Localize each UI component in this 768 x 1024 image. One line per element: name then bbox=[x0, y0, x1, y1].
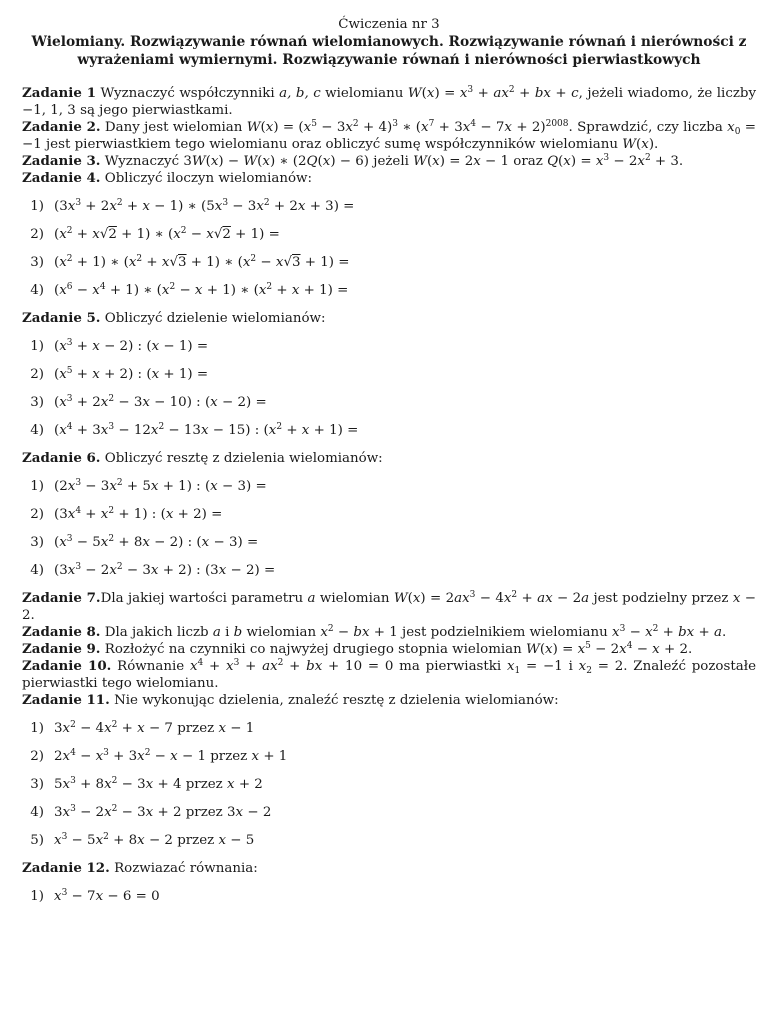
item-number: 1) bbox=[30, 339, 44, 354]
item-number: 1) bbox=[30, 721, 44, 736]
list-item: 1) $(x^3 + x - 2)$ : (x − 1) = bbox=[22, 338, 756, 355]
task-text: Dla jakiej wartości parametru bbox=[100, 591, 308, 606]
task-text: Wyznaczyć współczynniki bbox=[100, 86, 280, 101]
document-title-line-1: Wielomiany. Rozwiązywanie równań wielomianowych. Rozwiązywanie równań i nierówności z bbox=[31, 34, 747, 50]
list-item: 4) $3x^3 - 2x^2 - 3x + 2$ przez 3x − 2 bbox=[22, 804, 756, 821]
item-number: 2) bbox=[30, 749, 44, 764]
task-label: Zadanie 12. bbox=[22, 860, 110, 876]
task-6-list bbox=[22, 478, 756, 579]
task-text: . bbox=[654, 137, 659, 152]
task-text: i bbox=[220, 625, 234, 640]
task-text: Wyznaczyć bbox=[104, 154, 184, 169]
task-12-list bbox=[22, 888, 756, 905]
item-number: 1) bbox=[30, 889, 44, 904]
task-label: Zadanie 1 bbox=[22, 85, 97, 101]
list-item: 2) $2x^4 - x^3 + 3x^2 - x - 1$ przez x + 1 bbox=[22, 748, 756, 765]
przez-word: przez bbox=[177, 721, 215, 736]
task-3: Zadanie 3. Wyznaczyć 3W(x) − W(x) ∗ (2Q(x) − 6) jeżeli W(x) = 2x − 1 oraz $Q(x) = x^3 - 2x^2 + 3$. bbox=[22, 153, 684, 169]
task-text: jest podzielnikiem wielomianu bbox=[397, 625, 613, 640]
przez-word: przez bbox=[177, 833, 215, 848]
task-label: Zadanie 8. bbox=[22, 624, 101, 640]
task-text: . Sprawdzić, czy liczba bbox=[568, 120, 728, 135]
task-10: Zadanie 10. Równanie $x^4 + x^3 + ax^2$ + bx + 10 = 0 ma pierwiastki $x_1 = -1$ i $x_2 = 2$. Znaleźć pozostałe pierwiastki tego wielomianu. bbox=[22, 658, 756, 691]
item-number: 3) bbox=[30, 255, 44, 270]
przez-word: przez bbox=[210, 749, 248, 764]
list-item: 2) $(x^2 + x√2 + 1)$ ∗ $(x^2 - x√2 + 1)$ = bbox=[22, 226, 756, 243]
task-7: Zadanie 7.Dla jakiej wartości parametru a wielomian $W(x) = 2ax^3 - 4x^2$ + ax − 2a jest podzielny przez x − 2. bbox=[22, 590, 756, 623]
document-header bbox=[22, 16, 756, 69]
task-label: Zadanie 10. bbox=[22, 658, 112, 674]
list-item: 1) $(3x^3 + 2x^2 + x - 1)$ ∗ $(5x^3 - 3x^2 + 2x + 3)$ = bbox=[22, 198, 756, 215]
task-text: jest podzielny przez bbox=[589, 591, 733, 606]
task-text: wielomianu bbox=[320, 86, 408, 101]
task-11-list bbox=[22, 720, 756, 849]
list-item: 4) $(x^6 - x^4 + 1)$ ∗ $(x^2 - x + 1)$ ∗ $(x^2 + x + 1)$ = bbox=[22, 282, 756, 299]
list-item: 4) $(x^4 + 3x^3 - 12x^2 - 13x - 15)$ : $(x^2 + x + 1)$ = bbox=[22, 422, 756, 439]
item-number: 2) bbox=[30, 367, 44, 382]
task-text: wielomian bbox=[315, 591, 394, 606]
przez-word: przez bbox=[185, 777, 223, 792]
list-item: 4) $(3x^3 - 2x^2 - 3x + 2)$ : (3x − 2) = bbox=[22, 562, 756, 579]
task-text: . Znaleźć pozostałe pierwiastki tego wielomianu. bbox=[22, 659, 756, 691]
task-text: Obliczyć dzielenie wielomianów: bbox=[104, 311, 326, 326]
task-text: ma pierwiastki bbox=[393, 659, 507, 674]
item-number: 3) bbox=[30, 535, 44, 550]
list-item: 1) $x^3 - 7x - 6 = 0$ bbox=[22, 888, 756, 905]
task-9: Zadanie 9. Rozłożyć na czynniki co najwyżej drugiego stopnia wielomian $W(x) = x^5 - 2x^4 - x + 2$. bbox=[22, 641, 693, 657]
task-12 bbox=[22, 860, 756, 877]
item-number: 2) bbox=[30, 227, 44, 242]
item-number: 1) bbox=[30, 199, 44, 214]
task-text: oraz bbox=[509, 154, 548, 169]
list-item: 1) $(2x^3 - 3x^2 + 5x + 1)$ : (x − 3) = bbox=[22, 478, 756, 495]
document-page bbox=[22, 16, 756, 916]
task-text: są jego pierwiastkami. bbox=[75, 103, 233, 118]
task-text: jest pierwiastkiem tego wielomianu oraz obliczyć sumę współczynników wielomianu bbox=[41, 137, 623, 152]
task-text: jeżeli bbox=[369, 154, 414, 169]
task-5 bbox=[22, 310, 756, 327]
item-number: 2) bbox=[30, 507, 44, 522]
list-item: 3) $(x^3 + 2x^2 - 3x - 10)$ : (x − 2) = bbox=[22, 394, 756, 411]
task-text: Równanie bbox=[117, 659, 190, 674]
task-text: Nie wykonując dzielenia, znaleźć resztę z dzielenia wielomianów: bbox=[114, 693, 559, 708]
task-text: Dany jest wielomian bbox=[104, 120, 247, 135]
task-text: wielomian bbox=[242, 625, 321, 640]
task-text: , jeżeli wiadomo, że liczby bbox=[578, 86, 757, 101]
list-item: 1) $3x^2 - 4x^2 + x - 7$ przez x − 1 bbox=[22, 720, 756, 737]
exercise-subtitle: Ćwiczenia nr 3 bbox=[338, 17, 440, 32]
list-item: 5) $x^3 - 5x^2 + 8x - 2$ przez x − 5 bbox=[22, 832, 756, 849]
item-number: 5) bbox=[30, 833, 44, 848]
task-text: i bbox=[562, 659, 579, 674]
task-label: Zadanie 2. bbox=[22, 119, 101, 135]
task-11 bbox=[22, 692, 756, 709]
task-1: Zadanie 1 Wyznaczyć współczynniki a, b, c wielomianu $W(x) = x^3 + ax^2$ + bx + c, jeżeli wiadomo, że liczby −1, 1, 3 są jego pierwiastkami. bbox=[22, 85, 757, 118]
task-2: Zadanie 2. Dany jest wielomian $W(x) = (x^5 - 3x^2 + 4)^3$ ∗ $(x^7 + 3x^4 - 7x + 2)^{2008}$. Sprawdzić, czy liczba $x_0 = -1$ jest pierwiastkiem tego wielomianu oraz obliczyć sumę współczynników wielomianu W(x). bbox=[22, 119, 757, 152]
task-text: Dla jakich liczb bbox=[104, 625, 213, 640]
task-label: Zadanie 11. bbox=[22, 692, 110, 708]
item-number: 4) bbox=[30, 805, 44, 820]
item-number: 4) bbox=[30, 563, 44, 578]
task-5-list bbox=[22, 338, 756, 439]
item-number: 4) bbox=[30, 283, 44, 298]
item-number: 3) bbox=[30, 395, 44, 410]
item-number: 4) bbox=[30, 423, 44, 438]
task-text: Obliczyć iloczyn wielomianów: bbox=[104, 171, 313, 186]
list-item: 3) $(x^3 - 5x^2 + 8x - 2)$ : (x − 3) = bbox=[22, 534, 756, 551]
task-text: Rozłożyć na czynniki co najwyżej drugiego stopnia wielomian bbox=[104, 642, 527, 657]
list-item: 2) $(3x^4 + x^2 + 1)$ : (x + 2) = bbox=[22, 506, 756, 523]
przez-word: przez bbox=[185, 805, 223, 820]
item-number: 3) bbox=[30, 777, 44, 792]
task-label: Zadanie 4. bbox=[22, 170, 101, 186]
item-number: 1) bbox=[30, 479, 44, 494]
document-title-line-2: wyrażeniami wymiernymi. Rozwiązywanie równań i nierówności pierwiastkowych bbox=[77, 52, 701, 68]
list-item: 3) $5x^3 + 8x^2 - 3x + 4$ przez x + 2 bbox=[22, 776, 756, 793]
task-label: Zadanie 5. bbox=[22, 310, 101, 326]
task-label: Zadanie 7. bbox=[22, 590, 101, 606]
task-4-list bbox=[22, 198, 756, 299]
task-6 bbox=[22, 450, 756, 467]
task-text: Obliczyć resztę z dzielenia wielomianów: bbox=[104, 451, 383, 466]
list-item: 3) $(x^2 + 1)$ ∗ $(x^2 + x√3 + 1)$ ∗ $(x^2 - x√3 + 1)$ = bbox=[22, 254, 756, 271]
task-label: Zadanie 9. bbox=[22, 641, 101, 657]
task-label: Zadanie 6. bbox=[22, 450, 101, 466]
task-4 bbox=[22, 170, 756, 187]
list-item: 2) $(x^5 + x + 2)$ : (x + 1) = bbox=[22, 366, 756, 383]
task-label: Zadanie 3. bbox=[22, 153, 101, 169]
task-text: Rozwiazać równania: bbox=[114, 861, 258, 876]
task-8: Zadanie 8. Dla jakich liczb a i b wielomian $x^2$ − bx + 1 jest podzielnikiem wielomianu $x^3 - x^2$ + bx + a. bbox=[22, 624, 727, 640]
